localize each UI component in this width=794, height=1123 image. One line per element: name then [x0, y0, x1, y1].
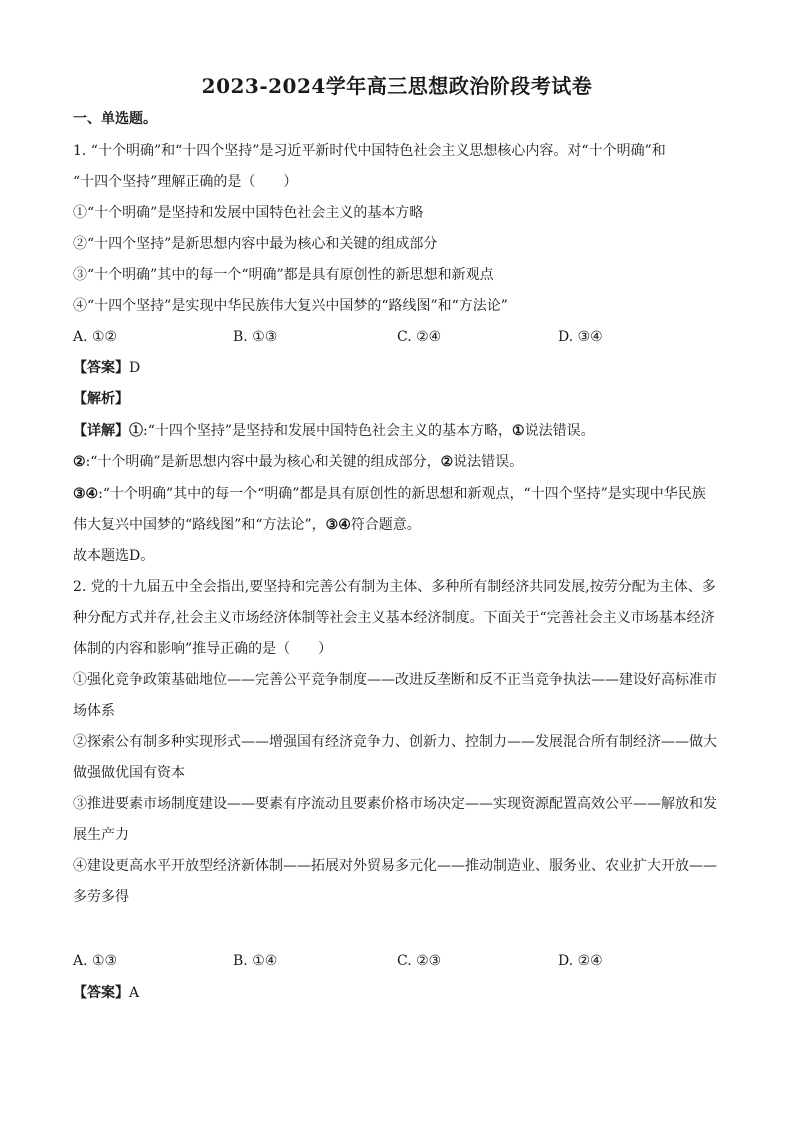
detail-text: :“十四个坚持”是坚持和发展中国特色社会主义的基本方略， — [143, 423, 513, 439]
detail-mark: ② — [73, 454, 86, 470]
q1-item-3: ③“十个明确”其中的每一个“明确”都是具有原创性的新思想和新观点 — [73, 267, 494, 283]
detail-end: 符合题意。 — [350, 517, 421, 533]
detail-mark-2: ② — [440, 454, 454, 470]
q2-option-b: B. ①④ — [233, 953, 278, 969]
q2-option-d: D. ②④ — [558, 953, 603, 969]
q1-stem-line1: 1. “十个明确”和“十四个坚持”是习近平新时代中国特色社会主义思想核心内容。对“十个明确”和 — [73, 143, 666, 159]
q1-item-1: ①“十个明确”是坚持和发展中国特色社会主义的基本方略 — [73, 205, 424, 221]
detail-text: :“十个明确”其中的每一个“明确”都是具有原创性的新思想和新观点，“十四个坚持”是实现中华民族 — [98, 486, 706, 502]
page-title: 2023-2024学年高三思想政治阶段考试卷 — [201, 74, 593, 98]
q1-stem-line2: “十四个坚持”理解正确的是（ ） — [73, 174, 298, 190]
q2-option-c: C. ②③ — [397, 953, 442, 969]
q1-item-4: ④“十四个坚持”是实现中华民族伟大复兴中国梦的“路线图”和“方法论” — [73, 298, 508, 314]
detail-end: 说法错误。 — [453, 454, 524, 470]
answer-label: 【答案】 — [73, 360, 129, 376]
q2-answer — [73, 984, 139, 1002]
q2-item-4-line1: ④建设更高水平开放型经济新体制——拓展对外贸易多元化——推动制造业、服务业、农业扩大开放—— — [73, 858, 717, 874]
q1-detail-3 — [73, 485, 706, 503]
section-heading: 一、单选题。 — [73, 111, 157, 127]
q1-option-c: C. ②④ — [397, 329, 442, 345]
answer-value: D — [129, 360, 141, 376]
detail-text: :“十个明确”是新思想内容中最为核心和关键的组成部分， — [85, 454, 441, 470]
q1-answer — [73, 359, 140, 377]
q1-option-d: D. ③④ — [558, 329, 603, 345]
q2-item-3-line1: ③推进要素市场制度建设——要素有序流动且要素价格市场决定——实现资源配置高效公平——解放和发 — [73, 796, 717, 812]
q1-detail-3-line2 — [73, 516, 421, 534]
detail-label: 【详解】 — [73, 423, 129, 439]
detail-text: 伟大复兴中国梦的“路线图”和“方法论”， — [73, 517, 326, 533]
answer-value: A — [129, 985, 140, 1001]
detail-mark: ① — [129, 423, 143, 439]
q1-detail-1 — [73, 422, 595, 440]
q1-detail-2 — [73, 453, 523, 471]
detail-mark-2: ① — [512, 423, 525, 439]
q2-option-a: A. ①③ — [73, 953, 118, 969]
answer-label: 【答案】 — [73, 985, 129, 1001]
q1-option-b: B. ①③ — [233, 329, 278, 345]
q2-stem-line1: 2. 党的十九届五中全会指出,要坚持和完善公有制为主体、多种所有制经济共同发展,按劳分配为主体、多 — [73, 579, 716, 595]
q2-item-2-line1: ②探索公有制多种实现形式——增强国有经济竞争力、创新力、控制力——发展混合所有制经济——做大 — [73, 734, 717, 750]
detail-mark-2: ③④ — [325, 517, 351, 533]
q1-item-2: ②“十四个坚持”是新思想内容中最为核心和关键的组成部分 — [73, 236, 438, 252]
q1-analysis-label: 【解析】 — [73, 391, 129, 407]
q2-item-3-line2: 展生产力 — [73, 827, 129, 843]
q2-item-2-line2: 做强做优国有资本 — [73, 765, 185, 781]
detail-mark: ③④ — [73, 486, 99, 502]
detail-end: 说法错误。 — [524, 423, 595, 439]
q1-option-a: A. ①② — [73, 329, 118, 345]
q2-item-1-line1: ①强化竞争政策基础地位——完善公平竞争制度——改进反垄断和反不正当竞争执法——建设好高标准市 — [73, 672, 717, 688]
q2-stem-line2: 种分配方式并存,社会主义市场经济体制等社会主义基本经济制度。下面关于“完善社会主义市场基本经济 — [73, 610, 715, 626]
q2-stem-line3: 体制的内容和影响”推导正确的是（ ） — [73, 641, 333, 657]
q1-conclusion: 故本题选D。 — [73, 548, 155, 564]
q2-item-4-line2: 多劳多得 — [73, 889, 129, 905]
q2-item-1-line2: 场体系 — [73, 703, 115, 719]
